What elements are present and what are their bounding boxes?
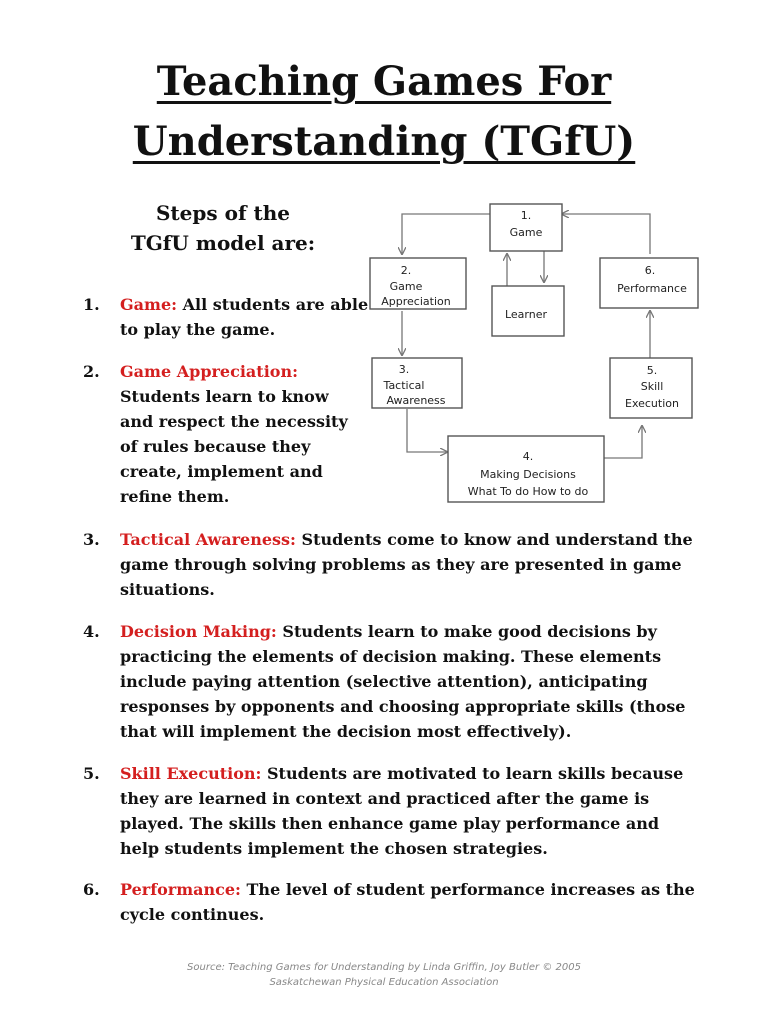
step-text: Students learn to make good decisions by practicing the elements of decision making. These elements include paying attention (selective attention), anticipating responses by opponents and choosing appropriate skills (those that will implement the decision most effectively). (120, 622, 686, 741)
step-number: 4. (83, 622, 100, 641)
arrow-game-to-appreciation (402, 214, 490, 254)
arrow-tactical-to-decisions (407, 409, 447, 452)
step-number: 6. (83, 880, 100, 899)
step-term: Tactical Awareness: (120, 530, 296, 549)
page-title (0, 52, 768, 172)
tgfu-cycle-diagram (360, 192, 750, 512)
step-term: Game Appreciation: (120, 362, 298, 381)
step-text: Students come to know and understand the game through solving problems as they are presented in game situations. (120, 530, 693, 599)
step-number: 1. (83, 295, 100, 314)
step-performance (83, 877, 700, 927)
box-game-num: 1. (520, 209, 532, 222)
title-line-2: Understanding (TGfU) (132, 118, 636, 165)
box-skill-num: 5. (646, 364, 658, 377)
box-decisions-num: 4. (522, 450, 534, 463)
step-number: 3. (83, 530, 100, 549)
box-performance-label: Performance (617, 282, 687, 295)
step-text: The level of student performance increases as the cycle continues. (120, 880, 695, 924)
box-appreciation-label-1: Game (389, 280, 423, 293)
step-text: Students learn to know and respect the necessity of rules because they create, implement and refine them. (120, 387, 348, 506)
box-tactical-label-2: Awareness (386, 394, 446, 407)
step-number: 2. (83, 362, 100, 381)
step-term: Performance: (120, 880, 241, 899)
box-game-label: Game (509, 226, 543, 239)
box-tactical-num: 3. (398, 363, 410, 376)
source-line-1: Source: Teaching Games for Understanding by Linda Griffin, Joy Butler © 2005 (187, 962, 581, 973)
step-decision-making (83, 619, 700, 744)
box-skill-label-2: Execution (625, 397, 679, 410)
subtitle-line-1: Steps of the (155, 201, 291, 225)
step-term: Skill Execution: (120, 764, 262, 783)
box-appreciation-label-2: Appreciation (381, 295, 451, 308)
source-citation (0, 960, 768, 990)
box-performance-num: 6. (644, 264, 656, 277)
title-line-1: Teaching Games For (156, 58, 612, 105)
step-number: 5. (83, 764, 100, 783)
step-skill-execution (83, 761, 700, 861)
box-skill-label-1: Skill (640, 380, 664, 393)
step-text: Students are motivated to learn skills because they are learned in context and practiced after the game is played. The skills then enhance game play performance and help students implement the chosen strategies. (120, 764, 684, 858)
box-decisions-label-2: What To do How to do (467, 485, 589, 498)
box-tactical-label-1: Tactical (383, 379, 425, 392)
step-term: Decision Making: (120, 622, 277, 641)
subtitle (98, 198, 348, 258)
box-decisions-label-1: Making Decisions (480, 468, 576, 481)
step-game (83, 292, 370, 342)
box-appreciation-num: 2. (400, 264, 412, 277)
arrow-performance-to-game (562, 214, 650, 254)
step-game-appreciation (83, 359, 365, 509)
arrow-decisions-to-skill (604, 426, 642, 458)
step-tactical-awareness (83, 527, 700, 602)
step-text: All students are able to play the game. (120, 295, 369, 339)
step-term: Game: (120, 295, 178, 314)
box-learner-label: Learner (504, 308, 548, 321)
subtitle-line-2: TGfU model are: (130, 231, 316, 255)
source-line-2: Saskatchewan Physical Education Association (269, 977, 499, 988)
